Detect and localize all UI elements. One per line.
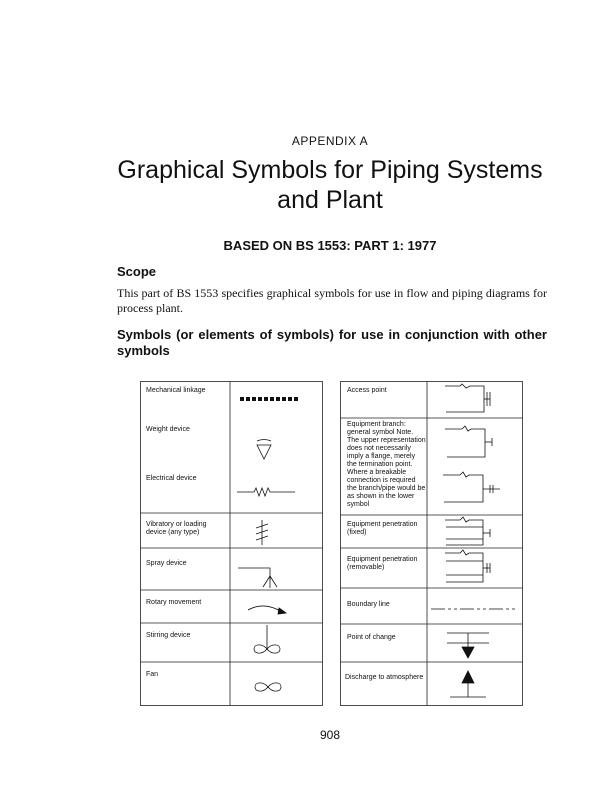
scope-text: This part of BS 1553 specifies graphical symbols for use in flow and piping diagrams for process plant. [117,286,547,315]
title-line-2: and Plant [277,186,383,214]
weight-device-icon [257,440,271,460]
point-of-change-icon [447,633,489,658]
penetration-removable-icon [445,550,490,582]
scope-heading: Scope [117,264,157,279]
equipment-branch-icon [443,426,500,502]
label-equipment-branch: Equipment branch: general symbol Note. The upper representation does not necessarily imply a flange, merely the termination point. Where a breakable connection is required the branch/pipe would be as shown in the lower symbol [347,421,426,508]
symbols-heading: Symbols (or elements of symbols) for use in conjunction with other symbols [117,327,547,358]
fan-icon [255,683,281,691]
label-point-of-change: Point of change [347,634,396,641]
penetration-fixed-icon [445,517,490,545]
title-line-1: Graphical Symbols for Piping Systems [117,156,543,184]
label-boundary-line: Boundary line [347,601,390,608]
rotary-movement-icon [248,606,286,614]
symbols-table [140,381,523,706]
label-access-point: Access point [347,387,387,394]
label-fan: Fan [146,671,159,678]
spray-device-icon [238,568,277,588]
vibratory-device-icon [256,520,268,545]
appendix-label: APPENDIX A [291,134,369,148]
label-vibratory-device: Vibratory or loading device (any type) [146,521,207,536]
access-point-icon [445,384,490,412]
label-penetration-fixed: Equipment penetration (fixed) [347,521,418,536]
label-penetration-removable: Equipment penetration (removable) [347,556,418,571]
standard-reference: BASED ON BS 1553: PART 1: 1977 [223,238,437,253]
label-discharge-to-atmosphere: Discharge to atmosphere [345,674,424,681]
stirring-device-icon [254,625,280,653]
electrical-device-icon [237,488,295,496]
discharge-icon [450,671,486,697]
label-electrical-device: Electrical device [146,475,197,482]
label-stirring-device: Stirring device [146,632,191,639]
label-rotary-movement: Rotary movement [146,599,202,606]
label-weight-device: Weight device [146,426,190,433]
label-mechanical-linkage: Mechanical linkage [146,387,206,394]
label-spray-device: Spray device [146,560,187,567]
page-number: 908 [319,728,341,742]
page-title [0,155,612,215]
